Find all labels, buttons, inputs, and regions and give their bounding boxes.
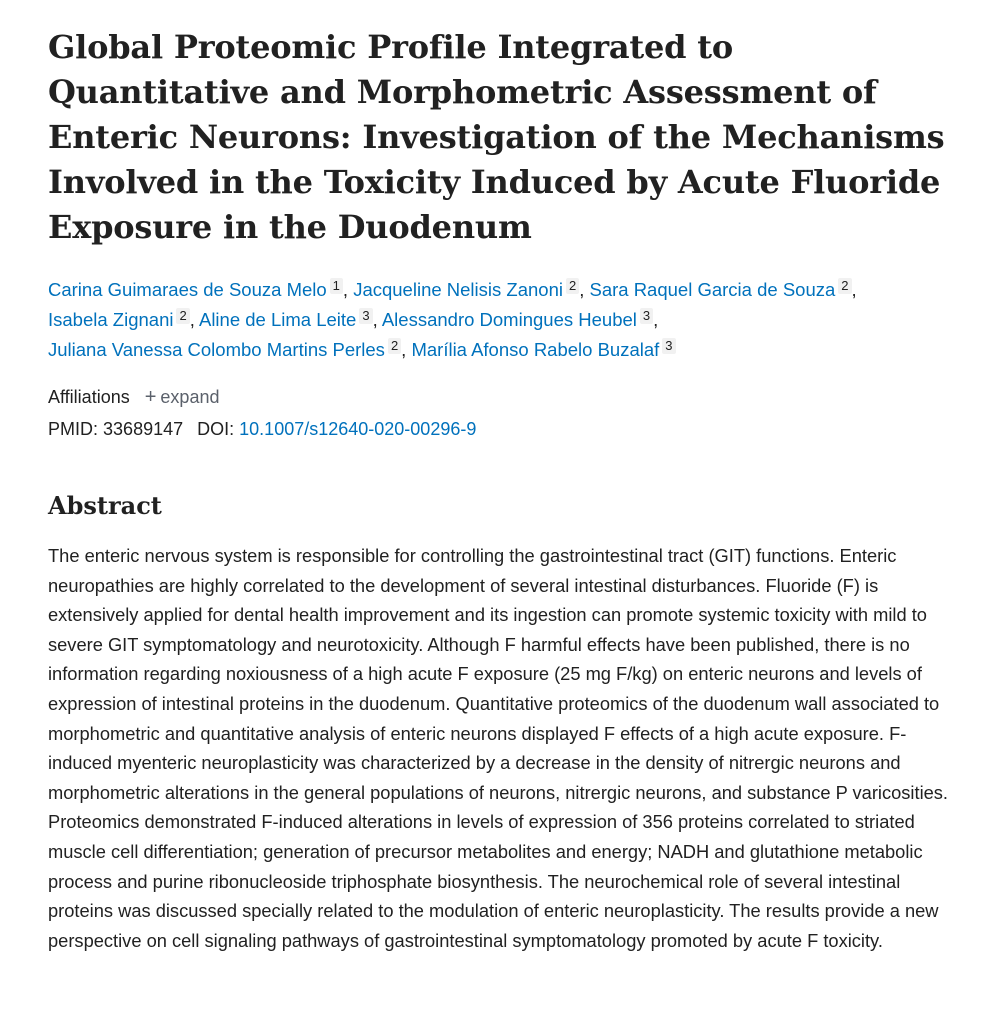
identifiers-row bbox=[48, 414, 958, 444]
abstract-heading: Abstract bbox=[48, 491, 162, 520]
article-page bbox=[48, 0, 958, 955]
affiliation-number-button[interactable]: 1 bbox=[330, 278, 343, 294]
author-link[interactable]: Aline de Lima Leite bbox=[198, 309, 357, 330]
expand-affiliations-button[interactable] bbox=[145, 387, 220, 407]
pmid-label: PMID: bbox=[48, 419, 99, 439]
affiliation-number-button[interactable]: 3 bbox=[640, 308, 653, 324]
doi-label: DOI: bbox=[197, 419, 235, 439]
affiliation-number-button[interactable]: 2 bbox=[176, 308, 189, 324]
author-link[interactable]: Jacqueline Nelisis Zanoni bbox=[353, 279, 563, 300]
affiliation-number-button[interactable]: 2 bbox=[566, 278, 579, 294]
author-link[interactable]: Juliana Vanessa Colombo Martins Perles bbox=[48, 339, 385, 360]
author-link[interactable]: Marília Afonso Rabelo Buzalaf bbox=[411, 339, 660, 360]
author-link[interactable]: Isabela Zignani bbox=[48, 309, 174, 330]
affiliations-label: Affiliations bbox=[48, 387, 130, 407]
abstract-text: The enteric nervous system is responsible for controlling the gastrointestinal tract (GIT) functions. Enteric neuropathies are highly correlated to the development of several intestinal disturbances. Fluoride (F) is extensively applied for dental health improvement and its ingestion can promote systemic toxicity with mild to severe GIT symptomatology and neurotoxicity. Although F harmful effects have been published, there is no information regarding noxiousness of a high acute F exposure (25 mg F/kg) on enteric neurons and levels of expression of intestinal proteins in the duodenum. Quantitative proteomics of the duodenum wall associated to morphometric and quantitative analysis of enteric neurons displayed F effects of a high acute exposure. F-induced myenteric neuroplasticity was characterized by a decrease in the density of nitrergic neurons and morphometric alterations in the general populations of neurons, nitrergic neurons, and substance P varicosities. Proteomics demonstrated F-induced alterations in levels of expression of 356 proteins correlated to striated muscle cell differentiation; generation of precursor metabolites and energy; NADH and glutathione metabolic process and purine ribonucleoside triphosphate biosynthesis. The neurochemical role of several intestinal proteins was discussed specially related to the modulation of enteric neuroplasticity. The results provide a new perspective on cell signaling pathways of gastrointestinal symptomatology promoted by acute F toxicity. bbox=[48, 545, 949, 951]
affiliation-number-button[interactable]: 2 bbox=[838, 278, 851, 294]
expand-label: expand bbox=[160, 387, 220, 407]
doi-link[interactable]: 10.1007/s12640-020-00296-9 bbox=[239, 419, 477, 439]
affiliations-row bbox=[48, 382, 958, 412]
affiliation-number-button[interactable]: 3 bbox=[359, 308, 372, 324]
plus-icon: + bbox=[144, 386, 157, 408]
author-link[interactable]: Alessandro Domingues Heubel bbox=[381, 309, 637, 330]
author-list: Carina Guimaraes de Souza Melo 1 , Jacqueline Nelisis Zanoni 2 , Sara Raquel Garcia de Souza 2 , Isabela Zignani 2 , Aline de Lima Leite 3 , Alessandro Domingues Heubel 3 , Juliana Vanessa Colombo Martins Perles 2 , Marília Afonso Rabelo Buzalaf 3 bbox=[48, 278, 857, 360]
author-link[interactable]: Carina Guimaraes de Souza Melo bbox=[48, 279, 327, 300]
affiliation-number-button[interactable]: 3 bbox=[662, 338, 675, 354]
affiliation-number-button[interactable]: 2 bbox=[388, 338, 401, 354]
article-title: Global Proteomic Profile Integrated to Quantitative and Morphometric Assessment of Enteric Neurons: Investigation of the Mechanisms Involved in the Toxicity Induced by Acute Fluoride Exposure in the Duodenum bbox=[48, 28, 945, 246]
pmid-value: 33689147 bbox=[103, 419, 184, 439]
author-link[interactable]: Sara Raquel Garcia de Souza bbox=[589, 279, 836, 300]
